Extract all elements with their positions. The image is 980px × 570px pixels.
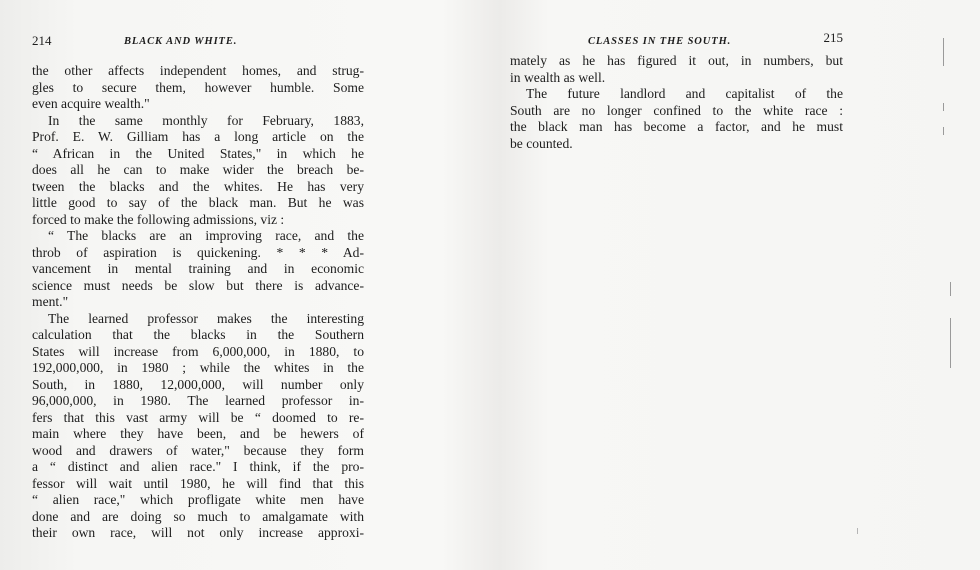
text-line: even acquire wealth." xyxy=(32,96,150,111)
text-line: mately as he has figured it out, in numbers, but xyxy=(510,53,843,68)
page-number: 215 xyxy=(823,30,843,45)
text-line: 96,000,000, in 1980. The learned professor in- xyxy=(32,393,364,408)
text-line: South are no longer confined to the white race : xyxy=(510,102,843,118)
right-page-body xyxy=(510,53,843,152)
text-line: wood and drawers of water," because they form xyxy=(32,442,364,458)
scan-mark xyxy=(857,528,858,534)
text-line: science must needs be slow but there is advance- xyxy=(32,277,364,293)
scan-mark xyxy=(943,127,944,135)
text-line: States will increase from 6,000,000, in 1880, to xyxy=(32,343,364,359)
text-line: calculation that the blacks in the Southern xyxy=(32,327,364,342)
text-line: fessor will wait until 1980, he will find that this xyxy=(32,475,364,491)
text-line: throb of aspiration is quickening. * * * Ad- xyxy=(32,244,364,260)
page-number: 214 xyxy=(32,33,52,48)
text-line: Prof. E. W. Gilliam has a long article on the xyxy=(32,129,364,144)
text-line: fers that this vast army will be “ doomed to re- xyxy=(32,409,364,425)
scan-mark xyxy=(943,38,944,66)
left-page xyxy=(32,0,364,570)
text-line: In the same monthly for February, 1883, xyxy=(48,112,364,128)
text-line: forced to make the following admissions, viz : xyxy=(32,211,285,227)
text-line: ment." xyxy=(32,294,69,309)
text-line: main where they have been, and be hewers of xyxy=(32,426,364,441)
text-line: The future landlord and capitalist of the xyxy=(526,86,843,101)
text-line: vancement in mental training and in economic xyxy=(32,261,364,276)
right-page-header xyxy=(510,30,843,49)
text-line: “ The blacks are an improving race, and the xyxy=(48,228,364,243)
text-line: tween the blacks and the whites. He has very xyxy=(32,178,364,194)
text-line: in wealth as well. xyxy=(510,69,606,85)
text-line: done and are doing so much to amalgamate with xyxy=(32,508,364,524)
text-line: 192,000,000, in 1980 ; while the whites in the xyxy=(32,360,364,375)
scan-mark xyxy=(950,318,951,368)
left-page-body xyxy=(32,63,364,542)
right-page xyxy=(510,0,843,570)
text-line: The learned professor makes the interesting xyxy=(48,310,364,326)
text-line: be counted. xyxy=(510,135,573,151)
text-line: their own race, will not only increase approxi- xyxy=(32,525,364,540)
scan-mark xyxy=(950,282,951,296)
text-line: a “ distinct and alien race." I think, if the pro- xyxy=(32,459,364,474)
text-line: gles to secure them, however humble. Some xyxy=(32,79,364,95)
left-page-header xyxy=(32,33,364,49)
text-line: “ African in the United States," in which he xyxy=(32,145,364,161)
text-line: “ alien race," which profligate white men have xyxy=(32,492,364,507)
scan-mark xyxy=(943,103,944,111)
running-head: BLACK AND WHITE. xyxy=(124,36,238,47)
text-line: the black man has become a factor, and he must xyxy=(510,119,843,134)
text-line: does all he can to make wider the breach be- xyxy=(32,162,364,177)
text-line: the other affects independent homes, and strug- xyxy=(32,63,364,78)
text-line: South, in 1880, 12,000,000, will number only xyxy=(32,376,364,392)
text-line: little good to say of the black man. But he was xyxy=(32,195,364,210)
running-head: CLASSES IN THE SOUTH. xyxy=(588,36,732,47)
